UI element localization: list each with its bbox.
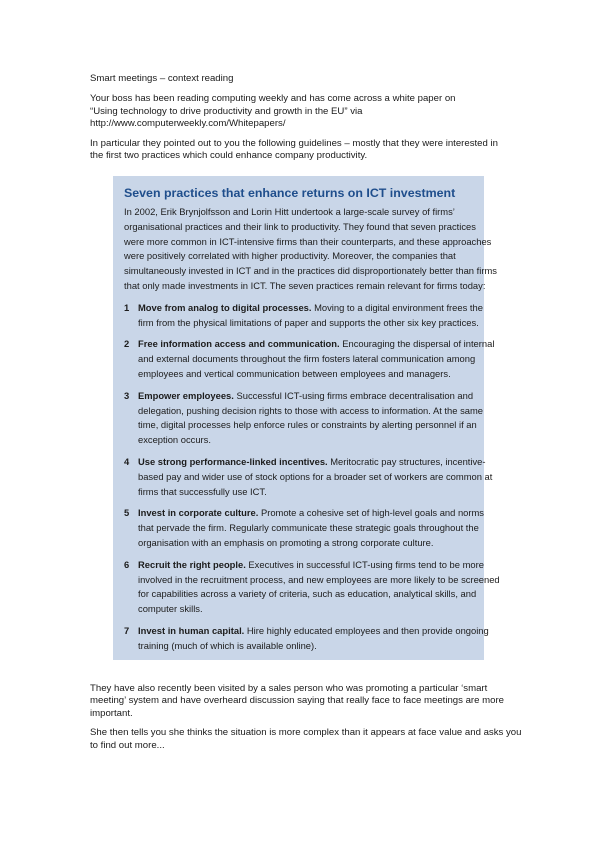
practice-number: 4 — [124, 455, 130, 467]
practice-number: 2 — [124, 338, 130, 350]
practice-item-5 — [124, 506, 484, 550]
intro-section — [90, 73, 520, 169]
text-line: meeting’ system and have overheard discussion saying that really face to face meetings are more — [90, 695, 504, 707]
practices-panel — [113, 176, 500, 660]
practice-item-3 — [124, 389, 483, 448]
practice-number: 3 — [124, 389, 130, 401]
practice-number: 5 — [124, 507, 130, 519]
practice-text: delegation, pushing decision rights to those with access to information. At the same — [138, 404, 483, 416]
practice-item-1 — [124, 301, 483, 331]
text-line: In particular they pointed out to you the following guidelines – mostly that they were interested in — [90, 137, 498, 149]
practice-heading: Recruit the right people. — [138, 558, 246, 570]
practice-text: firm from the physical limitations of paper and supports the other six key practices. — [138, 316, 479, 328]
practice-heading: Invest in corporate culture. — [138, 507, 259, 519]
practice-heading: Invest in human capital. — [138, 624, 245, 636]
text-line: She then tells you she thinks the situation is more complex than it appears at face value and asks you — [90, 727, 522, 739]
practice-text: that pervade the firm. Regularly communicate these strategic goals throughout the — [138, 522, 479, 534]
document-title: Smart meetings – context reading — [90, 73, 234, 84]
text-line: the first two practices which could enhance company productivity. — [90, 150, 368, 162]
practice-text: Successful ICT-using firms embrace decentralisation and — [233, 389, 474, 401]
text-line: organisational practices and their link to productivity. They found that seven practices — [124, 220, 476, 232]
practice-number: 1 — [124, 301, 130, 313]
text-line: Your boss has been reading computing weekly and has come across a white paper on — [90, 93, 456, 105]
practice-heading: Move from analog to digital processes. — [138, 301, 312, 313]
outro-section — [90, 683, 520, 759]
practice-text: Executives in successful ICT-using firms tend to be more — [245, 558, 484, 570]
practice-item-2 — [124, 337, 495, 381]
practice-number: 6 — [124, 558, 130, 570]
practice-text: Meritocratic pay structures, incentive- — [327, 455, 486, 467]
panel-title: Seven practices that enhance returns on ICT investment — [124, 186, 456, 200]
outro-paragraph-2 — [90, 727, 520, 752]
text-line: were positively correlated with higher productivity. Moreover, the companies that — [124, 250, 456, 262]
text-line: were more common in ICT-intensive firms than their counterparts, and these approaches — [124, 235, 492, 247]
practices-list — [124, 301, 500, 654]
practice-text: Encouraging the dispersal of internal — [339, 338, 495, 350]
practice-text: firms that successfully use ICT. — [138, 485, 267, 497]
practice-text: organisation with an emphasis on promoting a strong corporate culture. — [138, 536, 434, 548]
practice-text: exception occurs. — [138, 434, 211, 446]
practice-item-6 — [124, 558, 500, 617]
whitepaper-url: http://www.computerweekly.com/Whitepapers/ — [90, 118, 286, 130]
practice-item-4 — [124, 455, 493, 499]
practice-text: and external documents throughout the firm fosters lateral communication among — [138, 353, 476, 365]
practice-text: Hire highly educated employees and then provide ongoing — [244, 624, 489, 636]
practice-item-7 — [124, 624, 489, 654]
practice-text: involved in the recruitment process, and new employees are more likely to be screened — [138, 573, 500, 585]
practice-text: training (much of which is available online). — [138, 639, 317, 651]
practice-text: Promote a cohesive set of high-level goals and norms — [258, 507, 484, 519]
practice-heading: Empower employees. — [138, 389, 234, 401]
practice-text: based pay and wider use of stock options for a broader set of workers are common at — [138, 470, 493, 482]
text-line: that only made investments in ICT. The seven practices remain relevant for firms today: — [124, 279, 486, 291]
practice-text: time, digital processes help enforce rules or constraints by alerting personnel if an — [138, 419, 477, 431]
text-line: In 2002, Erik Brynjolfsson and Lorin Hitt undertook a large-scale survey of firms’ — [124, 206, 455, 217]
text-line: simultaneously invested in ICT and in the practices did disproportionately better than firms — [124, 265, 497, 277]
practice-heading: Use strong performance-linked incentives. — [138, 455, 328, 467]
text-line: important. — [90, 707, 133, 719]
practice-text: employees and vertical communication between employees and managers. — [138, 367, 451, 379]
practice-number: 7 — [124, 624, 130, 636]
practice-text: computer skills. — [138, 603, 203, 615]
text-line: They have also recently been visited by a sales person who was promoting a particular ‘smart — [90, 683, 488, 694]
intro-paragraph-2 — [90, 138, 520, 163]
text-line: to find out more... — [90, 739, 165, 751]
practice-text: Moving to a digital environment frees the — [311, 301, 483, 313]
outro-paragraph-1 — [90, 683, 520, 720]
panel-intro — [124, 205, 497, 294]
practice-heading: Free information access and communication. — [138, 338, 340, 350]
practice-text: for capabilities across a variety of criteria, such as education, analytical skills, and — [138, 588, 477, 600]
intro-paragraph-1 — [90, 93, 520, 130]
text-line: “Using technology to drive productivity and growth in the EU” via — [90, 105, 363, 117]
